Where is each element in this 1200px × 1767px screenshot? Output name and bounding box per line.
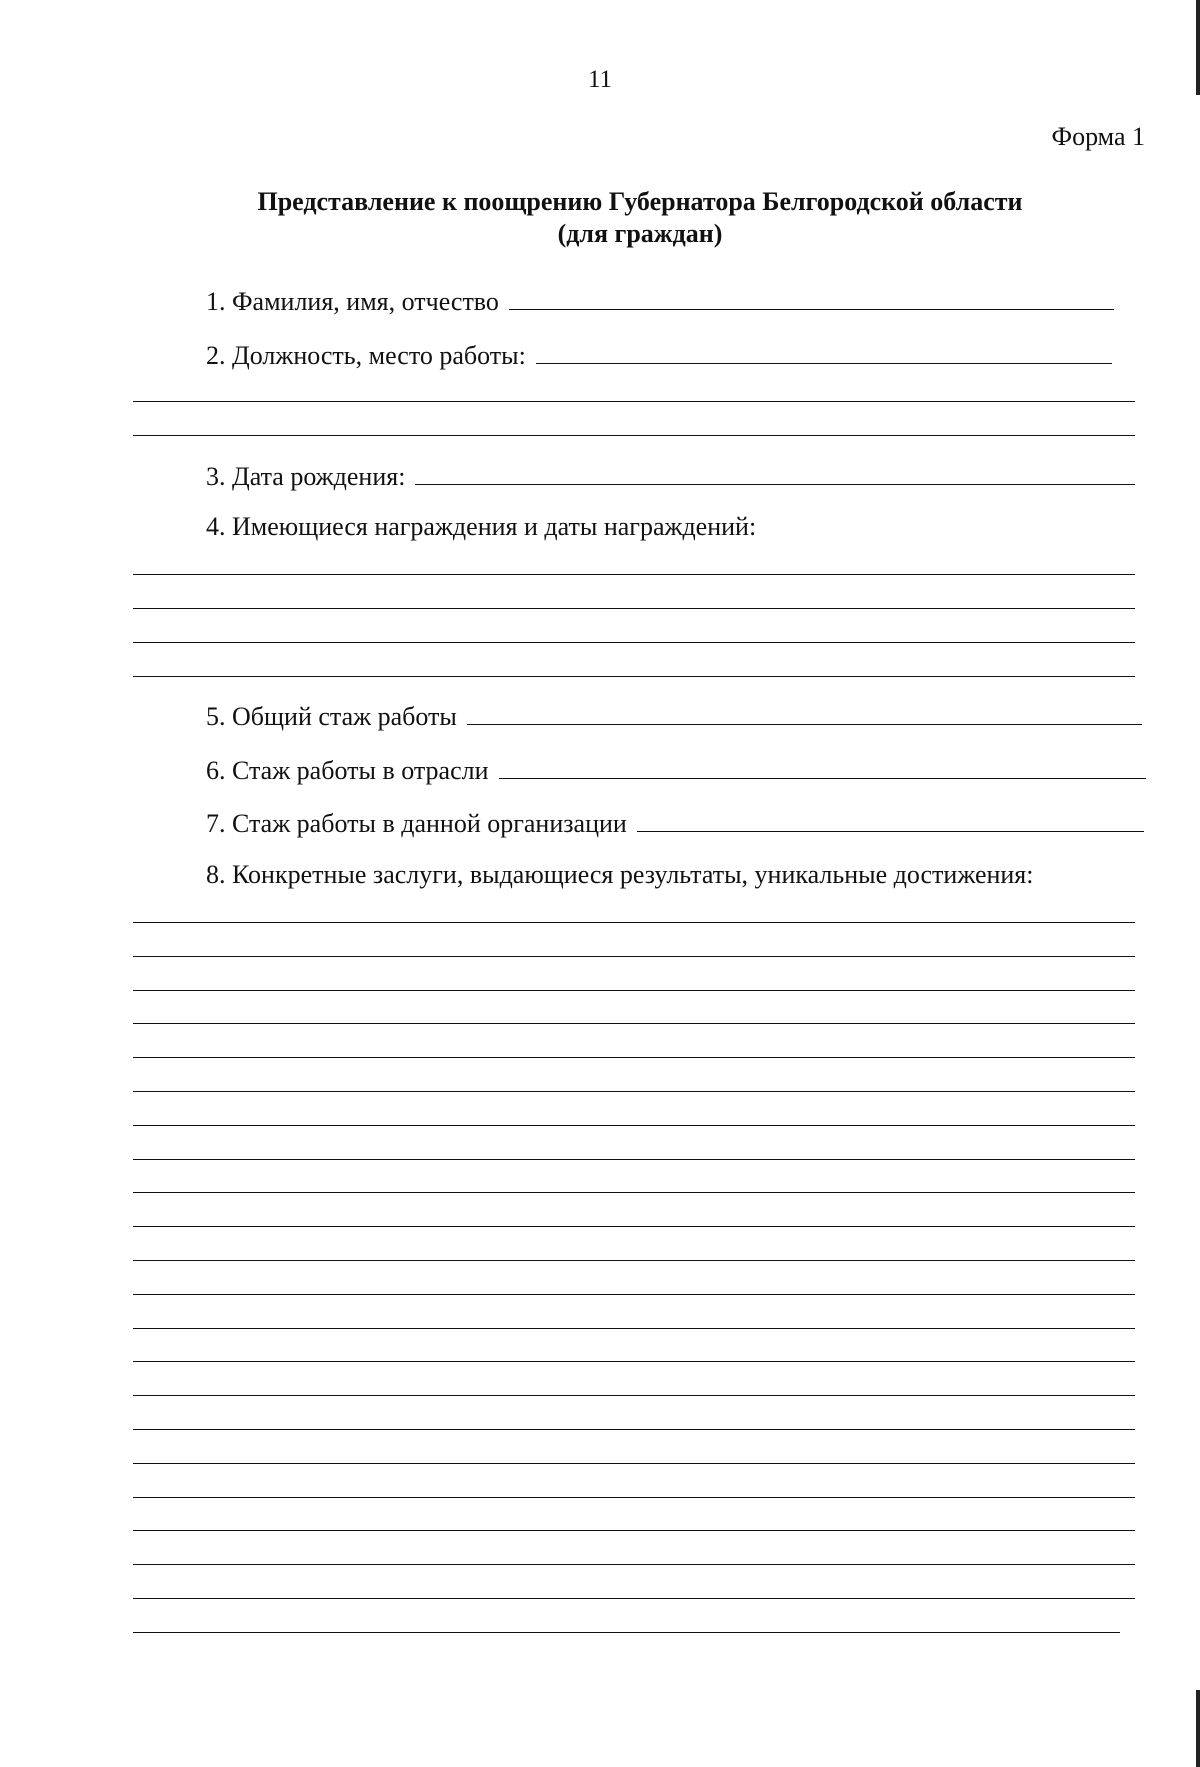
field-total-experience (206, 700, 1142, 732)
field-label: 3. Дата рождения: (206, 462, 406, 491)
achievements-input-line[interactable] (133, 956, 1135, 957)
awards-input-line[interactable] (133, 642, 1135, 643)
position-input-line[interactable] (536, 339, 1112, 364)
achievements-input-line[interactable] (133, 1564, 1135, 1565)
full-name-input-line[interactable] (509, 285, 1114, 310)
birth-date-input-line[interactable] (415, 460, 1135, 485)
field-organization-experience (206, 807, 1144, 839)
achievements-input-line[interactable] (133, 1361, 1135, 1362)
field-label: 1. Фамилия, имя, отчество (206, 287, 499, 316)
achievements-input-line[interactable] (133, 1530, 1135, 1531)
field-label: 7. Стаж работы в данной организации (206, 809, 627, 838)
awards-input-line[interactable] (133, 676, 1135, 677)
achievements-input-line[interactable] (133, 1395, 1135, 1396)
position-input-line[interactable] (133, 435, 1135, 436)
industry-experience-input-line[interactable] (499, 754, 1146, 779)
field-achievements-label: 8. Конкретные заслуги, выдающиеся результаты, уникальные достижения: (206, 860, 1034, 889)
organization-experience-input-line[interactable] (637, 807, 1144, 832)
scan-edge-mark (1196, 1690, 1200, 1767)
field-awards-label: 4. Имеющиеся награждения и даты награждений: (206, 512, 757, 541)
awards-input-line[interactable] (133, 608, 1135, 609)
field-full-name (206, 285, 1114, 317)
achievements-input-line[interactable] (133, 1125, 1135, 1126)
achievements-input-line[interactable] (133, 1429, 1135, 1430)
field-label: 2. Должность, место работы: (206, 341, 526, 370)
achievements-input-line[interactable] (133, 1226, 1135, 1227)
awards-input-line[interactable] (133, 574, 1135, 575)
achievements-input-line[interactable] (133, 1328, 1135, 1329)
achievements-input-line[interactable] (133, 1632, 1120, 1633)
scan-edge-mark (1196, 0, 1200, 95)
achievements-input-line[interactable] (133, 1463, 1135, 1464)
achievements-input-line[interactable] (133, 1497, 1135, 1498)
field-industry-experience (206, 754, 1146, 786)
achievements-input-line[interactable] (133, 1091, 1135, 1092)
form-label: Форма 1 (1051, 122, 1145, 151)
document-subtitle: (для граждан) (557, 219, 723, 248)
field-label: 6. Стаж работы в отрасли (206, 756, 489, 785)
achievements-input-line[interactable] (133, 1598, 1135, 1599)
position-input-line[interactable] (133, 401, 1135, 402)
field-position-workplace (206, 339, 1112, 371)
achievements-input-line[interactable] (133, 1192, 1135, 1193)
total-experience-input-line[interactable] (467, 700, 1142, 725)
achievements-input-line[interactable] (133, 1057, 1135, 1058)
field-birth-date (206, 460, 1135, 492)
achievements-input-line[interactable] (133, 1294, 1135, 1295)
achievements-input-line[interactable] (133, 990, 1135, 991)
achievements-input-line[interactable] (133, 1159, 1135, 1160)
achievements-input-line[interactable] (133, 922, 1135, 923)
document-title: Представление к поощрению Губернатора Белгородской области (257, 187, 1023, 216)
field-label: 5. Общий стаж работы (206, 702, 457, 731)
achievements-input-line[interactable] (133, 1023, 1135, 1024)
achievements-input-line[interactable] (133, 1260, 1135, 1261)
page-number: 11 (587, 66, 613, 93)
